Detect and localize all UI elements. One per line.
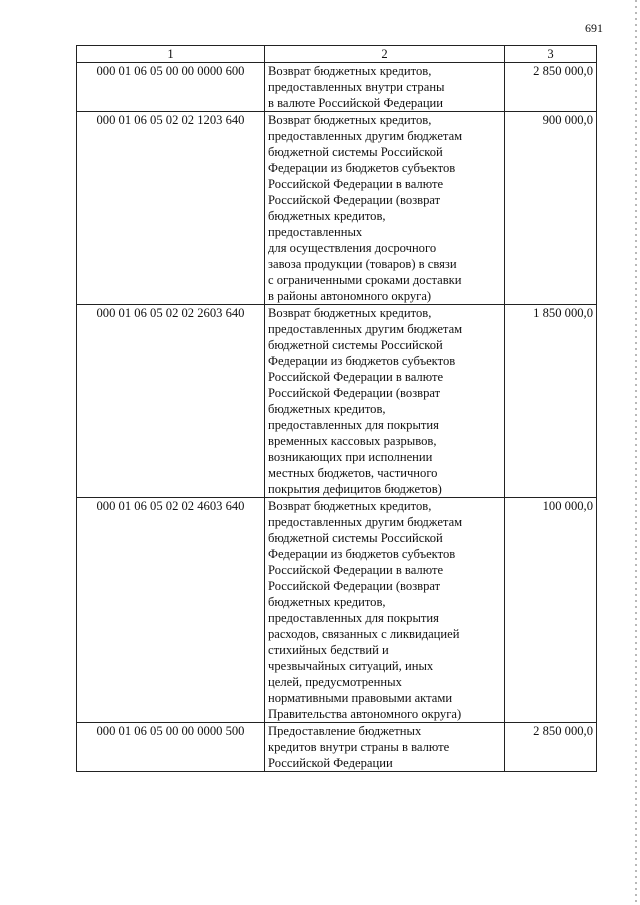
description-line: покрытия дефицитов бюджетов) (268, 482, 442, 496)
budget-code-cell: 000 01 06 05 02 02 1203 640 (77, 112, 265, 305)
description-cell (265, 112, 505, 305)
description-line: предоставленных внутри страны (268, 80, 445, 94)
description-line: временных кассовых разрывов, (268, 434, 437, 448)
table-row (77, 112, 597, 305)
description-line: стихийных бедствий и (268, 643, 389, 657)
description-line: Возврат бюджетных кредитов, (268, 306, 432, 320)
table-body (77, 63, 597, 772)
table-row (77, 498, 597, 723)
table-row (77, 63, 597, 112)
column-header-1: 1 (77, 46, 265, 63)
description-line: предоставленных другим бюджетам (268, 515, 463, 529)
description-line: Возврат бюджетных кредитов, (268, 64, 432, 78)
description-line: Российской Федерации (возврат (268, 386, 441, 400)
column-header-2: 2 (265, 46, 505, 63)
description-line: бюджетной системы Российской (268, 531, 443, 545)
description-cell (265, 63, 505, 112)
description-line: в районы автономного округа) (268, 289, 432, 303)
description-line: Правительства автономного округа) (268, 707, 462, 721)
budget-code-cell: 000 01 06 05 00 00 0000 500 (77, 723, 265, 772)
description-line: предоставленных другим бюджетам (268, 322, 463, 336)
budget-table (76, 45, 597, 772)
budget-code-cell: 000 01 06 05 00 00 0000 600 (77, 63, 265, 112)
description-line: бюджетных кредитов, (268, 209, 386, 223)
description-line: Российской Федерации в валюте (268, 563, 444, 577)
description-cell (265, 305, 505, 498)
amount-cell: 2 850 000,0 (505, 723, 597, 772)
description-line: местных бюджетов, частичного (268, 466, 438, 480)
description-line: для осуществления досрочного (268, 241, 437, 255)
description-line: Предоставление бюджетных (268, 724, 422, 738)
description-line: Возврат бюджетных кредитов, (268, 499, 432, 513)
description-cell (265, 723, 505, 772)
description-line: чрезвычайных ситуаций, иных (268, 659, 434, 673)
description-cell (265, 498, 505, 723)
scan-edge-dots (635, 0, 637, 905)
description-line: Федерации из бюджетов субъектов (268, 161, 456, 175)
amount-cell: 1 850 000,0 (505, 305, 597, 498)
budget-code-cell: 000 01 06 05 02 02 2603 640 (77, 305, 265, 498)
description-line: в валюте Российской Федерации (268, 96, 444, 110)
description-line: предоставленных другим бюджетам (268, 129, 463, 143)
table-row (77, 723, 597, 772)
amount-cell: 100 000,0 (505, 498, 597, 723)
description-line: целей, предусмотренных (268, 675, 402, 689)
budget-code-cell: 000 01 06 05 02 02 4603 640 (77, 498, 265, 723)
description-line: бюджетных кредитов, (268, 595, 386, 609)
page-number: 691 (585, 21, 603, 35)
description-line: с ограниченными сроками доставки (268, 273, 462, 287)
header-row (77, 46, 597, 63)
description-line: расходов, связанных с ликвидацией (268, 627, 460, 641)
description-line: Российской Федерации (возврат (268, 579, 441, 593)
description-line: Федерации из бюджетов субъектов (268, 547, 456, 561)
description-line: нормативными правовыми актами (268, 691, 453, 705)
description-line: Федерации из бюджетов субъектов (268, 354, 456, 368)
description-line: кредитов внутри страны в валюте (268, 740, 450, 754)
description-line: бюджетной системы Российской (268, 145, 443, 159)
amount-cell: 2 850 000,0 (505, 63, 597, 112)
description-line: бюджетных кредитов, (268, 402, 386, 416)
amount-cell: 900 000,0 (505, 112, 597, 305)
description-line: Возврат бюджетных кредитов, (268, 113, 432, 127)
column-header-3: 3 (505, 46, 597, 63)
description-line: предоставленных (268, 225, 363, 239)
table-row (77, 305, 597, 498)
description-line: бюджетной системы Российской (268, 338, 443, 352)
description-line: Российской Федерации (268, 756, 393, 770)
description-line: предоставленных для покрытия (268, 418, 439, 432)
description-line: предоставленных для покрытия (268, 611, 439, 625)
description-line: возникающих при исполнении (268, 450, 433, 464)
description-line: Российской Федерации (возврат (268, 193, 441, 207)
description-line: Российской Федерации в валюте (268, 370, 444, 384)
description-line: завоза продукции (товаров) в связи (268, 257, 457, 271)
description-line: Российской Федерации в валюте (268, 177, 444, 191)
